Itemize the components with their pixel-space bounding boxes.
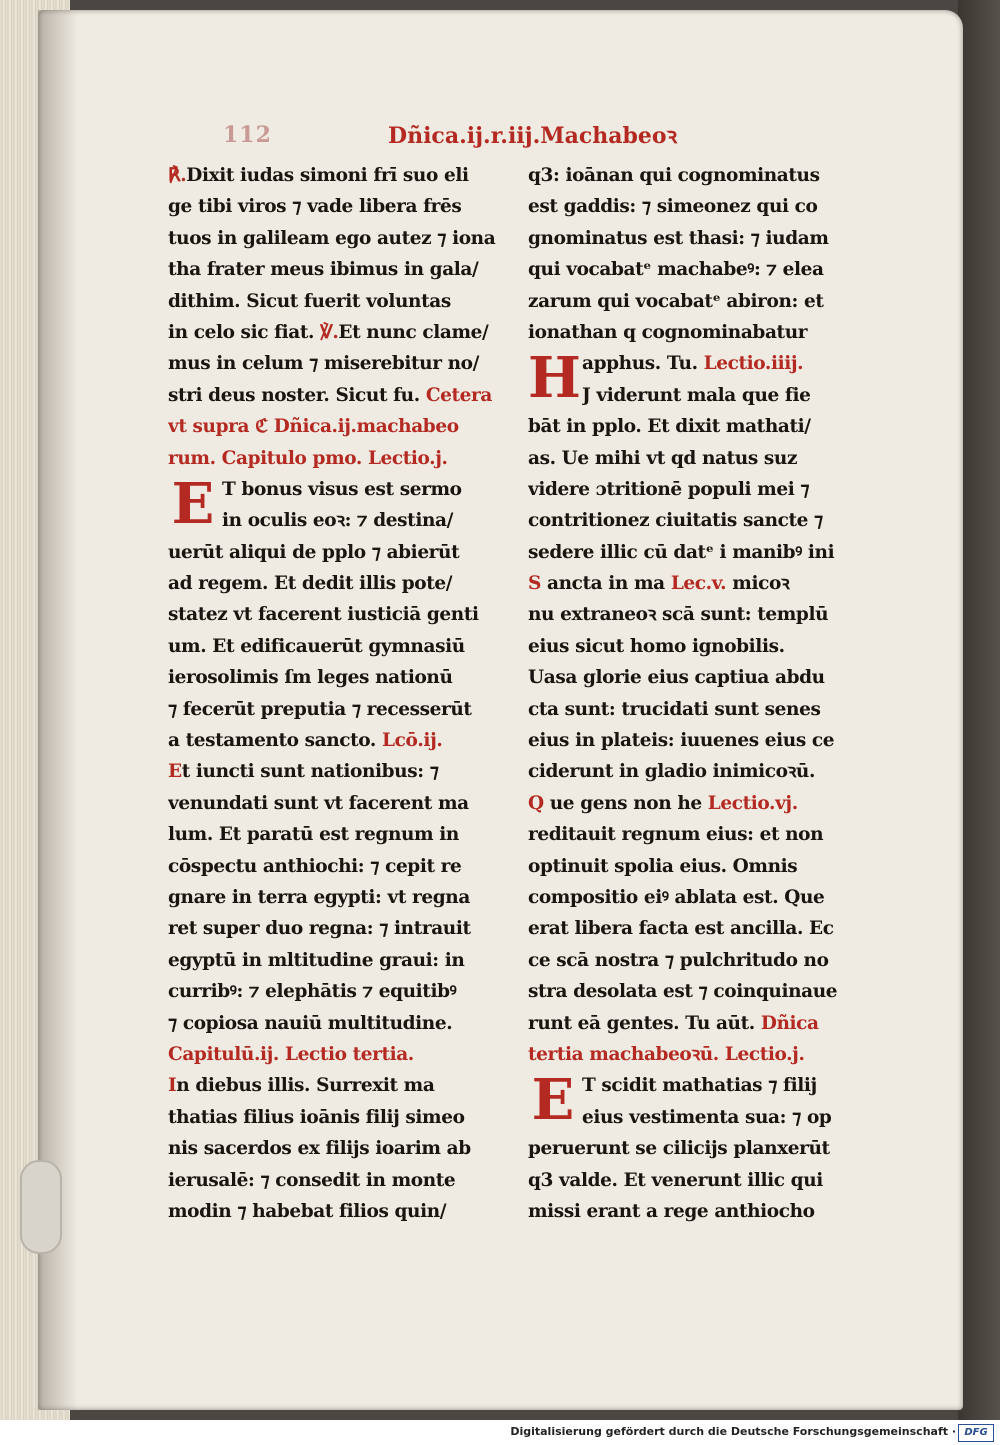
body-text: statez vt facerent iusticiā genti [168,604,479,626]
body-text: ue gens non he [543,792,702,814]
text-line [222,474,513,505]
body-text: n diebus illis. Surrexit ma [176,1075,435,1097]
body-text: missi erant a rege anthiocho [528,1200,815,1222]
body-text: cōspectu anthiochi: ⁊ cepit re [168,855,462,877]
text-line [528,191,873,222]
body-text: mus in celum ⁊ miserebitur no/ [168,353,479,375]
rubric-text: S [528,573,541,595]
body-text: gnominatus est thasi: ⁊ iudam [528,227,829,249]
text-line [168,191,513,222]
text-line [528,756,873,787]
text-line [168,443,513,474]
rubric-text: E [168,761,182,783]
body-text: nis sacerdos ex filijs ioarim ab [168,1138,471,1160]
running-head: Dñica.ij.r.iij.Machabeoꝛ [388,123,678,149]
body-text: compositio eiꝰ ablata est. Que [528,886,825,908]
text-line [168,788,513,819]
text-line [582,1102,873,1133]
left-column [168,160,513,1227]
body-text: ierosolimis ſm leges nationū [168,667,453,689]
drop-cap-paragraph [528,1070,873,1133]
text-line [582,380,873,411]
text-line [168,1070,513,1101]
body-text: thatias filius ioānis filij simeo [168,1106,465,1128]
text-line [528,631,873,662]
rubric-text: I [168,1075,177,1097]
folio-number: 112 [223,122,272,148]
body-text: q3 valde. Et venerunt illic qui [528,1169,823,1191]
text-line [168,537,513,568]
text-line [168,599,513,630]
drop-cap-paragraph [168,474,513,537]
footer-bar [0,1420,1000,1445]
page-clip [20,1160,62,1254]
drop-cap-paragraph [528,348,873,442]
text-line [168,694,513,725]
text-line [528,976,873,1007]
body-text: tuos in galileam ego autez ⁊ iona [168,227,496,249]
rubric-text: Lec.v. [670,573,727,595]
text-line [528,505,873,536]
text-line [168,882,513,913]
text-line [168,945,513,976]
text-line [168,254,513,285]
text-line [168,317,513,348]
body-text: um. Et edificauerūt gymnasiū [168,635,465,657]
text-line [528,788,873,819]
body-text: est gaddis: ⁊ simeonez qui co [528,196,818,218]
text-line [168,976,513,1007]
text-line [528,1165,873,1196]
body-text: optinuit spolia eius. Omnis [528,855,798,877]
rubric-text: ℟. [168,165,187,186]
rubric-text: tertia machabeoꝛū. Lectio.j. [528,1043,805,1065]
text-line [168,411,513,442]
body-text: lum. Et paratū est regnum in [168,824,459,846]
text-line [528,223,873,254]
text-line [528,317,873,348]
body-text: venundati sunt vt facerent ma [168,792,469,814]
body-text: stra desolata est ⁊ coinquinaue [528,981,838,1003]
body-text: t iuncti sunt nationibus: ⁊ [181,761,439,783]
rubric-text: Lcō.ij. [381,730,443,752]
body-text: micoꝛ [726,573,790,595]
text-line [168,1039,513,1070]
body-text: bāt in pplo. Et dixit mathati/ [528,416,811,438]
text-line [168,756,513,787]
body-text: eius in plateis: iuuenes eius ce [528,730,835,752]
rubric-text: Capitulū.ij. Lectio tertia. [168,1043,414,1065]
body-text: qui vocabatᵉ machabeꝰ: ⁊ elea [528,259,824,281]
body-text: T scidit mathatias ⁊ filij [582,1075,817,1097]
text-line [528,1133,873,1164]
right-column [528,160,873,1227]
text-line [528,851,873,882]
body-text: eius sicut homo ignobilis. [528,635,785,657]
drop-cap-initial: E [531,1070,575,1134]
body-text: reditauit regnum eius: et non [528,824,824,846]
text-line [528,537,873,568]
body-text: modin ⁊ habebat filios quin/ [168,1200,447,1222]
text-line [528,819,873,850]
body-text: egyptū in mltitudine graui: in [168,949,465,971]
body-text: ret super duo regna: ⁊ intrauit [168,918,471,940]
body-text: in oculis eoꝛ: ⁊ destina/ [222,510,453,532]
body-text: Dixit iudas simoni frī suo eli [186,165,469,186]
text-line [582,1070,873,1101]
text-line [528,599,873,630]
text-line [168,286,513,317]
text-line [168,1196,513,1227]
body-text: tha frater meus ibimus in gala/ [168,259,479,281]
body-text: a testamento sancto. [168,730,376,752]
body-text: ce scā nostra ⁊ pulchritudo no [528,949,829,971]
rubric-text: Q [528,792,544,814]
text-line [168,1102,513,1133]
body-text: ancta in ma [540,573,665,595]
body-text: ⁊ copiosa nauiū multitudine. [168,1012,453,1034]
text-line [528,1039,873,1070]
text-line [528,411,873,442]
body-text: nu extraneoꝛ scā sunt: templū [528,604,829,626]
text-line [168,380,513,411]
text-line [168,851,513,882]
dfg-logo: DFG [958,1424,994,1442]
rubric-text: rum. Capitulo pmo. Lectio.j. [168,447,448,469]
rubric-text: Lectio.vj. [707,792,798,814]
text-line [168,223,513,254]
text-line [528,254,873,285]
body-text: as. Ue mihi vt qd natus suz [528,447,798,469]
body-text: Et nunc clame/ [338,321,489,343]
text-line [528,662,873,693]
body-text: uerūt aliqui de pplo ⁊ abierūt [168,541,460,563]
text-line [168,1165,513,1196]
text-line [528,443,873,474]
text-line [528,1008,873,1039]
body-text: ge tibi viros ⁊ vade libera frēs [168,196,462,218]
rubric-text: Dñica [760,1012,819,1034]
text-line [528,913,873,944]
body-text: in celo sic fiat. [168,321,315,343]
body-text: apphus. Tu. [582,353,698,375]
body-text: peruerunt se cilicijs planxerūt [528,1138,830,1160]
text-line [528,882,873,913]
text-line [168,348,513,379]
text-line [168,1008,513,1039]
body-text: ciderunt in gladio inimicoꝛū. [528,761,816,783]
drop-cap-initial: H [528,348,581,412]
body-text: ionathan q cognominabatur [528,321,808,343]
rubric-text: vt supra ℭ Dñica.ij.machabeo [168,416,459,438]
text-line [528,160,873,191]
footer-credit: Digitalisierung gefördert durch die Deutsche Forschungsgemeinschaft · [510,1425,956,1438]
text-line [222,505,513,536]
body-text: Uasa glorie eius captiua abdu [528,667,825,689]
body-text: J viderunt mala que fie [582,384,811,406]
body-text: stri deus noster. Sicut fu. [168,384,420,406]
text-line [168,1133,513,1164]
body-text: curribꝰ: ⁊ elephātis ⁊ equitibꝰ [168,981,457,1003]
rubric-text: ℣. [320,321,339,343]
text-line [528,694,873,725]
body-text: dithim. Sicut fuerit voluntas [168,290,451,312]
text-line [528,1196,873,1227]
body-text: eius vestimenta sua: ⁊ op [582,1106,832,1128]
body-text: q3: ioānan qui cognominatus [528,165,820,186]
book-right-rim [958,0,1000,1420]
text-line [582,348,873,379]
body-text: ierusalē: ⁊ consedit in monte [168,1169,456,1191]
text-line [168,913,513,944]
text-line [168,819,513,850]
body-text: sedere illic cū datᵉ i manibꝰ ini [528,541,835,563]
book-page [38,10,963,1410]
body-text: erat libera facta est ancilla. Ec [528,918,834,940]
text-line [168,725,513,756]
text-line [168,568,513,599]
text-line [168,160,513,191]
text-line [168,631,513,662]
body-text: videre ɔtritionē populi mei ⁊ [528,478,810,500]
body-text: ⁊ fecerūt preputia ⁊ recesserūt [168,698,472,720]
body-text: gnare in terra egypti: vt regna [168,886,470,908]
body-text: contritionez ciuitatis sancte ⁊ [528,510,823,532]
text-line [528,568,873,599]
body-text: ad regem. Et dedit illis pote/ [168,573,453,595]
rubric-text: Lectio.iiij. [703,353,804,375]
body-text: runt eā gentes. Tu aūt. [528,1012,755,1034]
text-line [528,725,873,756]
text-line [528,945,873,976]
drop-cap-initial: E [171,473,215,537]
body-text: cta sunt: trucidati sunt senes [528,698,821,720]
page-header [38,118,963,158]
text-line [528,474,873,505]
text-line [168,662,513,693]
body-text: T bonus visus est sermo [222,478,462,500]
body-text: zarum qui vocabatᵉ abiron: et [528,290,824,312]
rubric-text: Cetera [425,384,492,406]
text-line [528,286,873,317]
